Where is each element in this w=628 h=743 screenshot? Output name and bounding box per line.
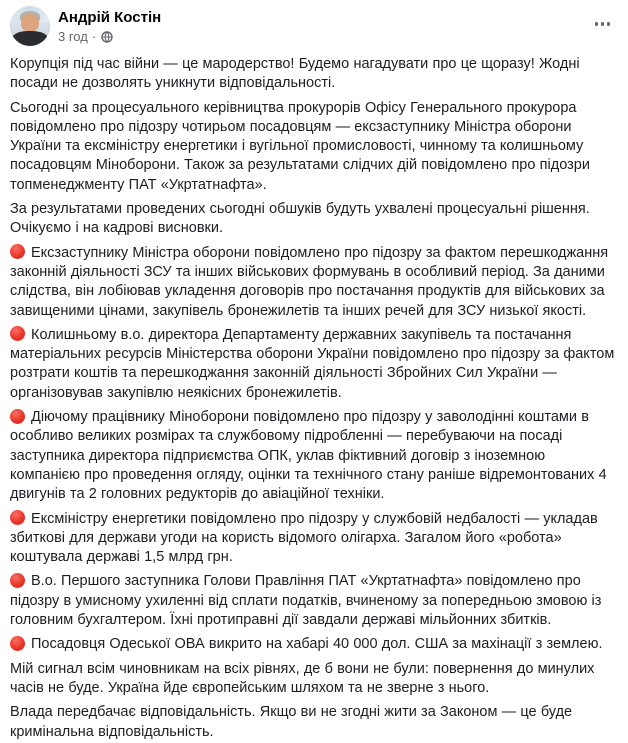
red-circle-emoji — [10, 409, 25, 424]
more-dot — [601, 22, 605, 26]
avatar-face — [21, 14, 39, 32]
post-paragraph — [10, 510, 618, 568]
paragraph-text: Колишньому в.о. директора Департаменту державних закупівель та постачання матеріальних ресурсів Міністерства оборони України повідомлено про підозру за фактом розтрати коштів та перешкоджання законній діяльності Збройних Сил України — організовував закупівлю неякісних бронежилетів. — [10, 326, 615, 401]
more-options-button[interactable] — [593, 16, 613, 32]
post-paragraph — [10, 572, 618, 630]
author-name[interactable]: Андрій Костін — [58, 9, 162, 26]
paragraph-text: Сьогодні за процесуального керівництва прокурорів Офісу Генерального прокурора повідомлено про підозру чотирьом посадовцям — ексзаступнику Міністра оборони України та ексміністру енергетики і вугільної промисловості, чинному та колишньому посадовцям Міноборони. Також за результатами слідчих дій повідомлено про підозри топменеджменту ПАТ «Укртатнафта». — [10, 99, 590, 193]
paragraph-text: Корупція під час війни — це мародерство! Будемо нагадувати про це щоразу! Жодні посади не дозволять уникнути відповідальності. — [10, 56, 580, 92]
post-body — [10, 55, 618, 742]
post-paragraph — [10, 660, 618, 699]
header-text — [58, 6, 161, 45]
post-paragraph — [10, 326, 618, 403]
paragraph-text: В.о. Першого заступника Голови Правління ПАТ «Укртатнафта» повідомлено про підозру в умисному ухиленні від сплати податків, вчиненому за попередньою змовою із головним бухгалтером. Їхні протиправні дії завдали державі мільйонних збитків. — [10, 573, 602, 629]
paragraph-text: Посадовця Одеської ОВА викрито на хабарі 40 000 дол. США за махінації з землею. — [31, 636, 603, 653]
post-paragraph — [10, 635, 618, 654]
more-dot — [607, 22, 611, 26]
timestamp[interactable]: 3 год — [58, 29, 88, 44]
globe-public-icon — [101, 31, 113, 43]
post-paragraph — [10, 55, 618, 94]
post-header — [10, 6, 618, 46]
post-meta — [58, 29, 161, 45]
avatar-shirt — [12, 31, 48, 46]
red-circle-emoji — [10, 244, 25, 259]
avatar[interactable] — [10, 6, 50, 46]
paragraph-text: Ексзаступнику Міністра оборони повідомлено про підозру за фактом перешкоджання законній діяльності ЗСУ та інших військових формувань в особливий період. За даними слідства, він лобіював укладення договорів про постачання продуктів для військових за завищеними цінами, закупівель бронежилетів та інших речей для ЗСУ низької якості. — [10, 244, 609, 319]
more-dot — [595, 22, 599, 26]
red-circle-emoji — [10, 326, 25, 341]
post-paragraph — [10, 244, 618, 321]
paragraph-text: Влада передбачає відповідальність. Якщо ви не згодні жити за Законом — це буде кримінальна відповідальність. — [10, 704, 573, 740]
paragraph-text: Мій сигнал всім чиновникам на всіх рівнях, де б вони не були: повернення до минулих часів не буде. Україна йде європейським шляхом та не зверне з нього. — [10, 660, 595, 696]
red-circle-emoji — [10, 510, 25, 525]
post-paragraph — [10, 200, 618, 239]
post-paragraph — [10, 99, 618, 195]
post-paragraph — [10, 408, 618, 504]
paragraph-text: Ексміністру енергетики повідомлено про підозру у службовій недбалості — укладав збиткові для держави угоди на користь відомого олігарха. Загалом його «робота» коштувала державі 1,5 млрд грн. — [10, 510, 598, 566]
post-paragraph — [10, 703, 618, 742]
meta-separator: · — [91, 29, 97, 44]
red-circle-emoji — [10, 636, 25, 651]
paragraph-text: За результатами проведених сьогодні обшуків будуть ухвалені процесуальні рішення. Очікуємо і на кадрові висновки. — [10, 201, 590, 237]
red-circle-emoji — [10, 573, 25, 588]
paragraph-text: Діючому працівнику Міноборони повідомлено про підозру у заволодінні коштами в особливо великих розмірах та службовому підробленні — перебуваючи на посаді заступника директора підприємства ОПК, уклав фіктивний договір з іноземною компанією про проведення огляду, оцінки та технічного стану раніше відремонтованих 4 двигунів та 2 головних редукторів до авіаційної техніки. — [10, 409, 607, 503]
